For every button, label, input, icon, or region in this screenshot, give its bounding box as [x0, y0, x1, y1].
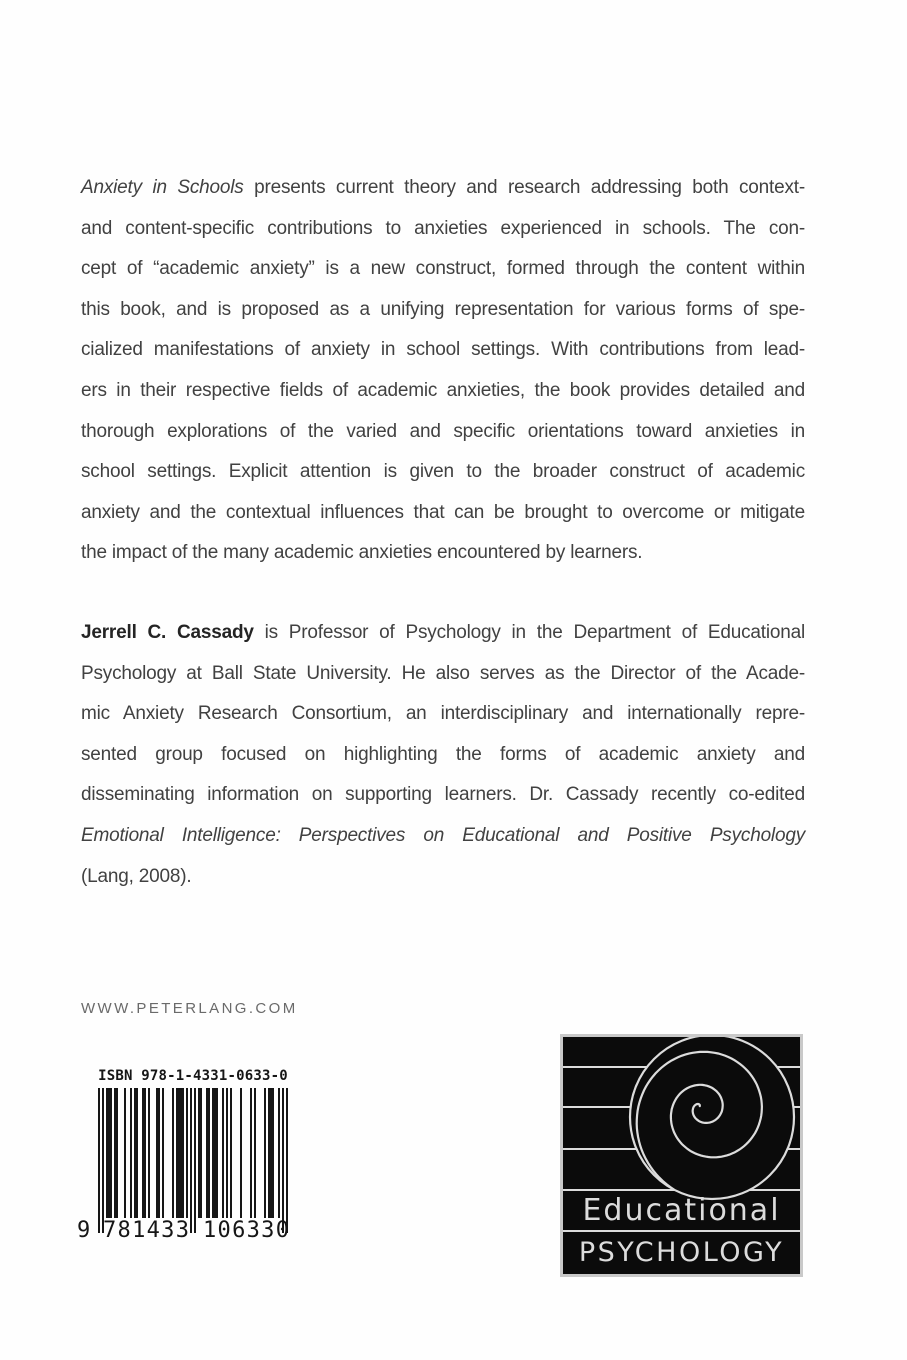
barcode-digits-group1: 781433	[103, 1218, 191, 1243]
synopsis-paragraph: Anxiety in Schools presents current theory and research addressing both context- and content-specific contributions to anxieties experienced in schools. The con- cept of “academic anxiety” is a new construct, formed through the content within this book, and is proposed as a unifying representation for various forms of spe- cialized manifestations of anxiety in school settings. With contributions from lead- ers in their respective fields of academic anxieties, the book provides detailed and thorough explorations of the varied and specific orientations toward anxieties in school settings. Explicit attention is given to the broader construct of academic anxiety and the contextual influences that can be brought to overcome or mitigate the impact of the many academic anxieties encountered by learners.	[81, 177, 805, 564]
barcode-bars-icon	[98, 1088, 288, 1238]
author-bio-paragraph: Jerrell C. Cassady is Professor of Psychology in the Department of Educational Psychology at Ball State University. He also serves as the Director of the Acade- mic Anxiety Research Consortium, an interdisciplinary and internationally repre- sented group focused on highlighting the forms of academic anxiety and disseminating information on supporting learners. Dr. Cassady recently co-edited Emotional Intelligence: Perspectives on Educational and Positive Psychology (Lang, 2008).	[81, 622, 805, 887]
publisher-website: WWW.PETERLANG.COM	[81, 1000, 298, 1017]
series-logo	[560, 1034, 803, 1277]
series-name-psychology: PSYCHOLOGY	[578, 1237, 785, 1268]
isbn-barcode	[75, 1068, 290, 1252]
barcode-digit-prefix: 9	[77, 1218, 92, 1243]
barcode-digits-group2: 106330	[203, 1218, 291, 1243]
isbn-label: ISBN 978-1-4331-0633-0	[98, 1068, 288, 1084]
series-name-educational: Educational	[582, 1193, 781, 1228]
